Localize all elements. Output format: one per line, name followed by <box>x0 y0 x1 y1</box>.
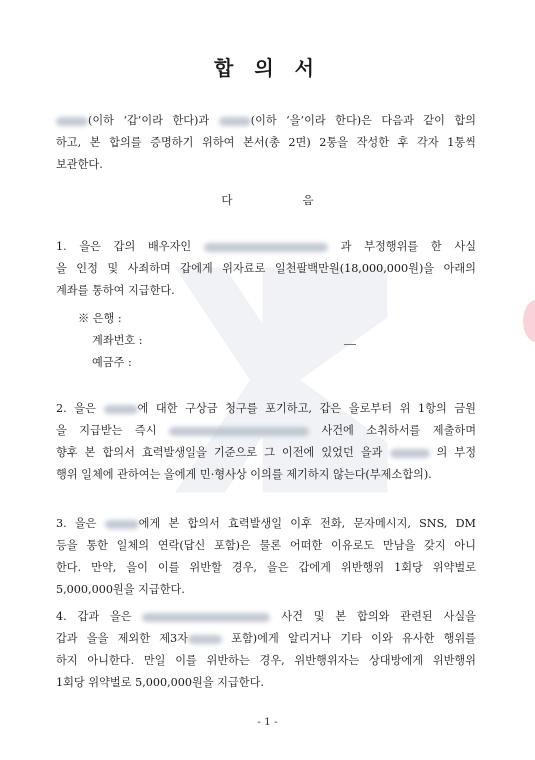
clause-2-line-3 <box>56 442 476 464</box>
clause-2-text-3b: 의 부정 <box>436 446 477 459</box>
account-dash <box>344 344 356 345</box>
clause-1-line-2: 을 인정 및 사죄하며 갑에게 위자료로 일천팔백만원(18,000,000원)을 아래의 <box>56 262 476 275</box>
intro-text-1a: (이하 ‘갑’이라 한다)과 <box>88 114 210 127</box>
clause-2-text-2b: 사건에 소취하서를 제출하며 <box>321 424 477 437</box>
redacted-name <box>104 405 138 414</box>
redacted-case <box>142 613 270 622</box>
account-holder-label: 예금주 : <box>92 356 132 369</box>
intro-paragraph <box>56 110 476 176</box>
clause-4-text-1b: 사건 및 본 합의와 관련된 사실을 <box>281 610 476 623</box>
clause-3-line-3: 한다. 만약, 을이 이를 위반할 경우, 을은 갑에게 위반행위 1회당 위약벌로 <box>56 561 476 574</box>
clause-1 <box>56 236 476 302</box>
clause-2 <box>56 398 476 486</box>
redacted-name <box>390 449 430 458</box>
document-title: 합 의 서 <box>214 56 321 80</box>
clause-3-line-1 <box>56 513 476 535</box>
clause-4-line-4: 1회당 위약벌로 5,000,000원을 지급한다. <box>56 676 264 689</box>
clause-4-line-1 <box>56 606 476 628</box>
intro-line-1 <box>56 110 476 132</box>
clause-2-text-2a: 을 지급받는 즉시 <box>56 424 157 437</box>
clause-3-text-1a: 3. 을은 <box>56 517 97 530</box>
clause-2-text-3a: 향후 본 합의서 효력발생일을 기준으로 그 이전에 있었던 을과 <box>56 446 383 459</box>
clause-3-text-1b: 에게 본 합의서 효력발생일 이후 전화, 문자메시지, SNS, DM <box>138 517 476 530</box>
redacted-case <box>169 427 309 436</box>
redacted-name <box>204 243 328 252</box>
account-number-label: 계좌번호 : <box>92 334 143 347</box>
section-heading <box>0 192 535 208</box>
page-number: - 1 - <box>257 716 278 728</box>
clause-1-line-1 <box>56 236 476 258</box>
clause-3-line-2: 등을 통한 일체의 연락(답신 포함)은 물론 어떠한 이유로도 만남을 갖지 아니 <box>56 539 476 552</box>
intro-text-1b: (이하 ‘을’이라 한다)은 다음과 같이 합의 <box>250 114 476 127</box>
intro-line-3: 보관한다. <box>56 158 103 171</box>
clause-2-line-4: 행위 일체에 관하여는 을에게 민·형사상 이의를 제기하지 않는다(부제소합의). <box>56 468 432 481</box>
edge-mark <box>523 300 535 342</box>
clause-4-text-1a: 4. 갑과 을은 <box>56 610 132 623</box>
clause-4-line-3: 하지 아니한다. 만일 이를 위반하는 경우, 위반행위자는 상대방에게 위반행위 <box>56 654 476 667</box>
heading-char-eum: 음 <box>302 193 314 207</box>
clause-2-text-1b: 에 대한 구상금 청구를 포기하고, 갑은 을로부터 위 1항의 금원 <box>137 402 476 415</box>
clause-1-text-1b: 과 부정행위를 한 사실 <box>340 240 476 253</box>
redacted-name <box>188 635 222 644</box>
clause-4 <box>56 606 476 694</box>
clause-1-text-1a: 1. 을은 갑의 배우자인 <box>56 240 192 253</box>
clause-3-line-4: 5,000,000원을 지급한다. <box>56 583 185 596</box>
redacted-name <box>105 520 139 529</box>
redacted-name <box>56 117 88 126</box>
clause-2-line-2 <box>56 420 476 442</box>
clause-4-text-2a: 갑과 을을 제외한 제3자 <box>56 632 188 645</box>
clause-1-line-3: 계좌를 통하여 지급한다. <box>56 284 175 297</box>
redacted-name <box>219 117 251 126</box>
clause-2-line-1 <box>56 398 476 420</box>
clause-4-text-2b: 포함)에게 알리거나 기타 이와 유사한 행위를 <box>231 632 476 645</box>
clause-3 <box>56 513 476 601</box>
intro-line-2: 하고, 본 합의를 증명하기 위하여 본서(총 2면) 2통을 작성한 후 각자 1통씩 <box>56 136 476 149</box>
clause-2-text-1a: 2. 을은 <box>56 402 96 415</box>
clause-4-line-2 <box>56 628 476 650</box>
heading-char-da: 다 <box>221 193 233 207</box>
bank-label: ※ 은행 : <box>78 312 122 325</box>
